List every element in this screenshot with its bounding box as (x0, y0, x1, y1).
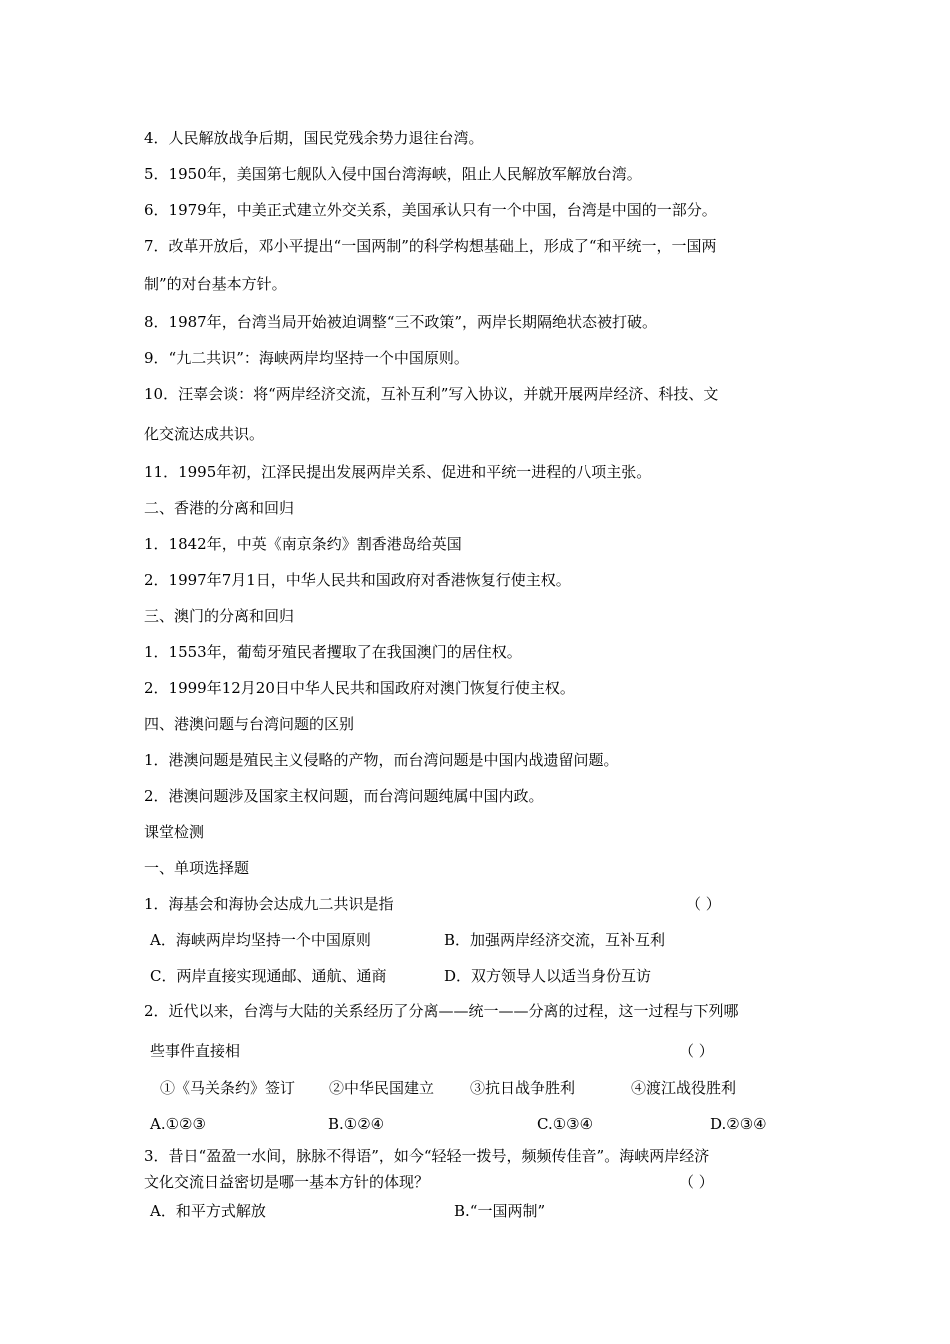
item-6: 6．1979年，中美正式建立外交关系，美国承认只有一个中国，台湾是中国的一部分。 (144, 201, 717, 219)
q1-stem: 1．海基会和海协会达成九二共识是指 (144, 895, 394, 913)
item-10-line2: 化交流达成共识。 (144, 425, 265, 443)
section-three-item-1: 1．1553年，葡萄牙殖民者攫取了在我国澳门的居住权。 (144, 643, 522, 661)
q3-option-a: A．和平方式解放 (150, 1202, 266, 1220)
q2-stem-line2: 些事件直接相 (150, 1042, 241, 1060)
q2-answer-paren: （ ） (679, 1042, 714, 1060)
q2-option-b: B.①②④ (328, 1115, 385, 1133)
q3-stem-line1: 3．昔日“盈盈一水间，脉脉不得语”，如今“轻轻一拨号，频频传佳音”。海峡两岸经济 (144, 1147, 710, 1165)
q1-option-a: A．海峡两岸均坚持一个中国原则 (150, 931, 371, 949)
q2-event-2: ②中华民国建立 (329, 1079, 435, 1097)
section-four-heading: 四、港澳问题与台湾问题的区别 (144, 715, 355, 733)
q1-option-b: B．加强两岸经济交流，互补互利 (444, 931, 666, 949)
item-9: 9．“九二共识”：海峡两岸均坚持一个中国原则。 (144, 349, 469, 367)
q2-event-3: ③抗日战争胜利 (470, 1079, 576, 1097)
section-two-item-2: 2．1997年7月1日，中华人民共和国政府对香港恢复行使主权。 (144, 571, 571, 589)
item-11: 11．1995年初，江泽民提出发展两岸关系、促进和平统一进程的八项主张。 (144, 463, 652, 481)
q1-option-d: D．双方领导人以适当身份互访 (444, 967, 652, 985)
item-7-line1: 7．改革开放后，邓小平提出“一国两制”的科学构想基础上，形成了“和平统一，一国两 (144, 237, 717, 255)
section-four-item-1: 1．港澳问题是殖民主义侵略的产物，而台湾问题是中国内战遗留问题。 (144, 751, 619, 769)
item-7-line2: 制”的对台基本方针。 (144, 275, 287, 293)
quiz-title: 课堂检测 (144, 823, 205, 841)
quiz-subtitle: 一、单项选择题 (144, 859, 250, 877)
section-two-heading: 二、香港的分离和回归 (144, 499, 295, 517)
section-three-heading: 三、澳门的分离和回归 (144, 607, 295, 625)
q3-stem-line2: 文化交流日益密切是哪一基本方针的体现？ (144, 1173, 430, 1191)
section-four-item-2: 2．港澳问题涉及国家主权问题，而台湾问题纯属中国内政。 (144, 787, 544, 805)
section-two-item-1: 1．1842年，中英《南京条约》割香港岛给英国 (144, 535, 462, 553)
item-4: 4．人民解放战争后期，国民党残余势力退往台湾。 (144, 129, 484, 147)
q3-option-b: B.“一国两制” (454, 1202, 546, 1220)
q1-option-c: C．两岸直接实现通邮、通航、通商 (150, 967, 387, 985)
q2-stem-line1: 2．近代以来，台湾与大陆的关系经历了分离——统一——分离的过程，这一过程与下列哪 (144, 1002, 739, 1020)
q1-answer-paren: （ ） (686, 895, 721, 913)
q2-option-a: A.①②③ (150, 1115, 206, 1133)
item-8: 8．1987年，台湾当局开始被迫调整“三不政策”，两岸长期隔绝状态被打破。 (144, 313, 658, 331)
q2-event-4: ④渡江战役胜利 (631, 1079, 737, 1097)
q2-option-d: D.②③④ (710, 1115, 767, 1133)
q2-event-1: ①《马关条约》签订 (160, 1079, 296, 1097)
q2-option-c: C.①③④ (537, 1115, 594, 1133)
q3-answer-paren: （ ） (679, 1173, 714, 1191)
section-three-item-2: 2．1999年12月20日中华人民共和国政府对澳门恢复行使主权。 (144, 679, 575, 697)
item-5: 5．1950年，美国第七舰队入侵中国台湾海峡，阻止人民解放军解放台湾。 (144, 165, 642, 183)
item-10-line1: 10．汪辜会谈：将“两岸经济交流，互补互利”写入协议，并就开展两岸经济、科技、文 (144, 385, 719, 403)
